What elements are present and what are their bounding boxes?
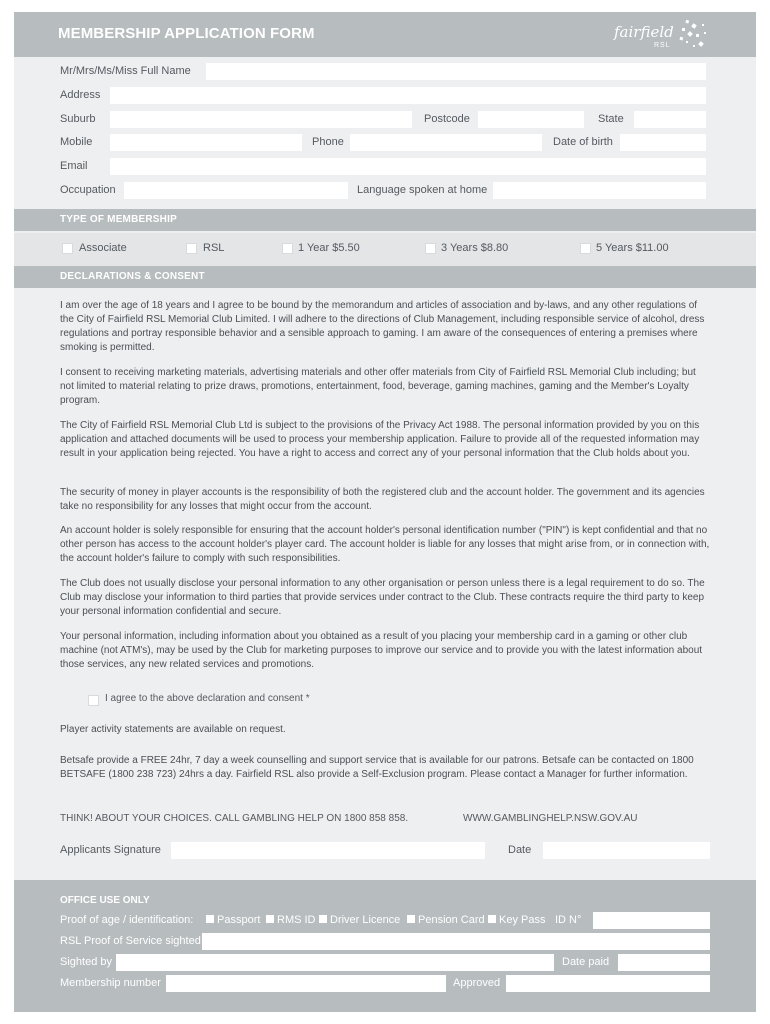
membership-number-field[interactable] — [166, 975, 446, 992]
postcode-field[interactable] — [478, 111, 584, 128]
declaration-paragraph: I consent to receiving marketing materials, advertising materials and other offer materials from City of Fairfield RSL Memorial Club including; but not limited to material relating to prize draws, promotions, entertainment, food, beverage, gaming machines, gaming and the Member's Loyalty program. — [60, 367, 696, 406]
signature-label: Applicants Signature — [60, 844, 161, 856]
occupation-label: Occupation — [60, 184, 116, 196]
driver-licence-checkbox[interactable] — [319, 915, 327, 923]
declaration-paragraph: Your personal information, including information about you obtained as a result of you placing your membership card in a gaming or other club machine (not ATM's), may be used by the Club for marketing purposes to improve our service and to provide you with the latest information about those services, any new related services and promotions. — [60, 631, 703, 670]
gambling-help-text: THINK! ABOUT YOUR CHOICES. CALL GAMBLING HELP ON 1800 858 858. — [60, 813, 409, 824]
office-title: OFFICE USE ONLY — [60, 895, 150, 906]
declaration-paragraph: The security of money in player accounts is the responsibility of both the registered club and the account holder. The government and its agencies take no responsibility for any losses that might occur from the account. — [60, 487, 705, 512]
membership-options — [14, 233, 756, 266]
three-years-label: 3 Years $8.80 — [441, 242, 509, 254]
form-header — [14, 12, 756, 57]
approved-label: Approved — [453, 977, 501, 989]
sighted-by-label: Sighted by — [60, 956, 112, 968]
phone-field[interactable] — [350, 134, 542, 151]
five-years-label: 5 Years $11.00 — [596, 242, 669, 254]
declaration-paragraph: An account holder is solely responsible for ensuring that the account holder's personal identification number ("PIN") is kept confidential and that no other person has access to the account holder's player card. The account holder is liable for any losses that might arise from, or in connection with, the account holder's failure to comply with such responsibilities. — [60, 525, 710, 564]
rsl-proof-field[interactable] — [202, 933, 710, 950]
pension-card-label: Pension Card — [418, 914, 485, 926]
address-label: Address — [60, 89, 101, 101]
rsl-proof-label: RSL Proof of Service sighted — [60, 935, 201, 947]
approved-field[interactable] — [506, 975, 710, 992]
consent-checkbox[interactable] — [88, 695, 99, 706]
application-form — [14, 12, 756, 1012]
fairfield-rsl-logo — [610, 18, 720, 54]
form-title: MEMBERSHIP APPLICATION FORM — [58, 25, 315, 42]
associate-checkbox[interactable] — [62, 243, 73, 254]
rsl-checkbox[interactable] — [186, 243, 197, 254]
membership-title: TYPE OF MEMBERSHIP — [60, 214, 177, 225]
declarations-band — [14, 266, 756, 288]
one-year-label: 1 Year $5.50 — [298, 242, 360, 254]
declaration-paragraph: The City of Fairfield RSL Memorial Club Ltd is subject to the provisions of the Privacy Act 1988. The personal information provided by you on this application and attached documents will be used to process your membership application. Failure to provide all of the requested information may result in your application being rejected. You have a right to access and correct any of your personal information that the Club holds about you. — [60, 420, 700, 459]
membership-number-label: Membership number — [60, 977, 161, 989]
starburst-icon — [672, 18, 712, 54]
dob-field[interactable] — [620, 134, 706, 151]
phone-label: Phone — [312, 136, 344, 148]
logo-name: fairfield — [614, 23, 674, 41]
gambling-help-link[interactable]: WWW.GAMBLINGHELP.NSW.GOV.AU — [463, 813, 638, 824]
id-number-label: ID N° — [555, 914, 582, 926]
five-years-checkbox[interactable] — [580, 243, 591, 254]
full-name-label: Mr/Mrs/Ms/Miss Full Name — [60, 65, 191, 77]
associate-label: Associate — [79, 242, 127, 254]
postcode-label: Postcode — [424, 113, 470, 125]
full-name-field[interactable] — [206, 63, 706, 80]
rms-id-checkbox[interactable] — [266, 915, 274, 923]
player-activity-text: Player activity statements are available on request. — [60, 724, 286, 735]
address-field[interactable] — [110, 87, 706, 104]
date-paid-field[interactable] — [618, 954, 710, 971]
state-field[interactable] — [634, 111, 706, 128]
id-number-field[interactable] — [593, 912, 710, 929]
mobile-label: Mobile — [60, 136, 93, 148]
rms-id-label: RMS ID — [277, 914, 316, 926]
passport-label: Passport — [217, 914, 261, 926]
betsafe-text: Betsafe provide a FREE 24hr, 7 day a week counselling and support service that is available for our patrons. Betsafe can be contacted on 1800 BETSAFE (1800 238 723) 24hrs a day. Fairfield RSL also provide a Self-Exclusion program. Please contact a Manager for further information. — [60, 755, 694, 780]
suburb-field[interactable] — [110, 111, 412, 128]
mobile-field[interactable] — [110, 134, 302, 151]
declarations-title: DECLARATIONS & CONSENT — [60, 271, 205, 282]
driver-licence-label: Driver Licence — [330, 914, 401, 926]
sighted-by-field[interactable] — [116, 954, 554, 971]
one-year-checkbox[interactable] — [282, 243, 293, 254]
three-years-checkbox[interactable] — [425, 243, 436, 254]
passport-checkbox[interactable] — [206, 915, 214, 923]
suburb-label: Suburb — [60, 113, 96, 125]
language-field[interactable] — [493, 182, 706, 199]
occupation-field[interactable] — [124, 182, 348, 199]
signature-date-label: Date — [508, 844, 532, 856]
key-pass-label: Key Pass — [499, 914, 546, 926]
proof-label: Proof of age / identification: — [60, 914, 194, 926]
membership-band — [14, 209, 756, 231]
signature-date-field[interactable] — [543, 842, 710, 859]
dob-label: Date of birth — [553, 136, 613, 148]
declaration-paragraph: The Club does not usually disclose your personal information to any other organisation or person unless there is a legal requirement to do so. The Club may disclose your information to third parties that provide services under contract to the Club. These contracts require the third party to keep your personal information confidential and secure. — [60, 578, 705, 617]
email-field[interactable] — [110, 158, 706, 175]
rsl-label: RSL — [203, 242, 225, 254]
signature-field[interactable] — [171, 842, 485, 859]
consent-label: I agree to the above declaration and consent * — [105, 693, 310, 704]
office-use-section — [14, 880, 756, 1012]
date-paid-label: Date paid — [562, 956, 610, 968]
state-label: State — [598, 113, 624, 125]
email-label: Email — [60, 160, 88, 172]
logo-sub: RSL — [654, 42, 671, 49]
pension-card-checkbox[interactable] — [407, 915, 415, 923]
language-label: Language spoken at home — [357, 184, 488, 196]
declaration-paragraph: I am over the age of 18 years and I agree to be bound by the memorandum and articles of association and by-laws, and any other regulations of the City of Fairfield RSL Memorial Club Limited. I will adhere to the directions of Club Management, including responsible service of alcohol, dress regulations and portray responsible behavior and a sensible approach to gaming. I am aware of the consequences of entering a premises where smoking is permitted. — [60, 300, 705, 353]
key-pass-checkbox[interactable] — [488, 915, 496, 923]
